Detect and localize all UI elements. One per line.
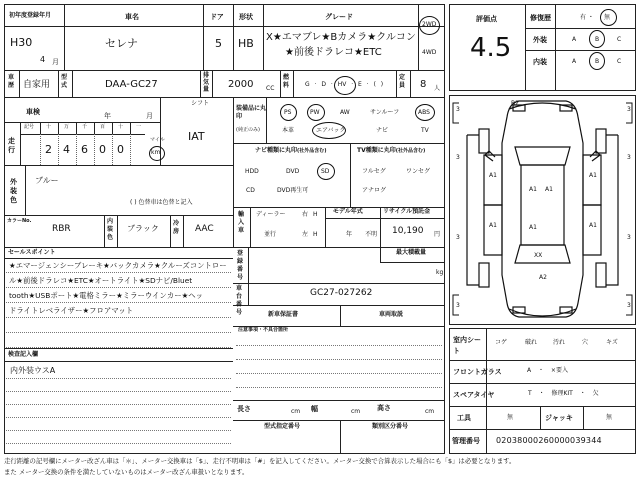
tv-analog: アナログ bbox=[362, 187, 387, 194]
recycle-amount: 10,190 bbox=[392, 226, 424, 236]
damage-code-xx: XX bbox=[534, 252, 543, 259]
equipment-abs: ABS bbox=[418, 109, 430, 116]
exterior-color: ブルー bbox=[35, 176, 59, 185]
equipment-tv: TV bbox=[421, 127, 429, 134]
nav-type-note: (社外品含む) bbox=[297, 148, 327, 154]
notes-label: 注意事項・不具合箇所 bbox=[238, 327, 289, 333]
tv-oneseg: ワンセグ bbox=[406, 168, 431, 175]
km-label: km bbox=[151, 149, 161, 156]
shift: IAT bbox=[188, 130, 205, 143]
length-cm: cm bbox=[291, 408, 301, 415]
mileage-digit-header: 記号 bbox=[24, 124, 35, 130]
tv-fullseg: フルセグ bbox=[362, 168, 386, 175]
recycle-label: リサイクル預託金 bbox=[383, 208, 431, 215]
model-code: DAA-GC27 bbox=[105, 79, 158, 90]
sales-point-line: ル★前後ドラレコ★ETC★オートライト★SDナビ/Bluet bbox=[9, 276, 193, 285]
footer-note-1: 走行距離の記号欄にメーター改ざん車は「＊」、メーター交換車は「$」、走行不明車は「#」を記入してください。メーター交換で合算表示した場合にも「$」は必要となります。 bbox=[4, 457, 516, 465]
import-h-right: H bbox=[313, 211, 318, 218]
color-no-label: カラーNo. bbox=[7, 218, 32, 224]
jack-value: 無 bbox=[606, 414, 613, 421]
height-cm: cm bbox=[425, 408, 435, 415]
model-year-unknown: 不明 bbox=[365, 231, 378, 238]
capacity-label: 定員 bbox=[399, 74, 406, 89]
chassis-label: 車台番号 bbox=[236, 285, 243, 316]
shape-label: 形状 bbox=[239, 13, 253, 21]
width-cm: cm bbox=[351, 408, 361, 415]
mileage-digit: 2 bbox=[45, 143, 52, 156]
tv-type-title bbox=[357, 148, 425, 155]
exterior-color-label: 外装色 bbox=[10, 178, 17, 204]
capacity-unit: 人 bbox=[434, 85, 441, 92]
interior-color: ブラック bbox=[127, 224, 159, 233]
damage-code: A1 bbox=[589, 222, 597, 229]
max-load-kg: kg bbox=[436, 269, 444, 276]
inspection-month-unit: 月 bbox=[146, 112, 153, 120]
height-label: 高さ bbox=[377, 404, 391, 412]
fuel-label: 燃料 bbox=[283, 74, 290, 89]
capacity: 8 bbox=[420, 79, 427, 90]
manual-label: 車両取説 bbox=[379, 311, 404, 318]
nav-cd: CD bbox=[246, 187, 255, 194]
sales-point-line: ★エマージェンシーブレーキ★バックカメラ★クルーズコントロー bbox=[9, 261, 227, 270]
reg-year: H30 bbox=[10, 36, 33, 49]
repair-none: 無 bbox=[604, 14, 611, 21]
inspection-label: 車検 bbox=[26, 108, 40, 116]
car-damage-diagram bbox=[449, 95, 636, 325]
max-load-label: 最大積載量 bbox=[396, 249, 427, 256]
model-year-unit: 年 bbox=[346, 231, 353, 238]
jack-label: ジャッキ bbox=[545, 414, 573, 422]
interior-color-label: 内装色 bbox=[107, 218, 114, 241]
month-unit: 月 bbox=[52, 58, 59, 66]
diagram-bracket-number: 3 bbox=[627, 234, 631, 241]
exterior-grade-a: A bbox=[572, 36, 577, 43]
drive-2wd: 2WD bbox=[422, 21, 437, 28]
sales-point-line: tooth★USBポート★電格ミラー★ミラーウインカー★ヘッ bbox=[9, 291, 204, 300]
interior-grade-a: A bbox=[572, 58, 577, 65]
mileage-digit-header: 万 bbox=[64, 124, 70, 130]
diagram-bracket-number: 3 bbox=[627, 154, 631, 161]
cc-unit: CC bbox=[266, 85, 275, 92]
equipment-ps: PS bbox=[284, 109, 292, 116]
shift-label: シフト bbox=[191, 100, 210, 107]
inspection-year-unit: 年 bbox=[104, 112, 111, 120]
tv-type-note: (社外品含む) bbox=[395, 148, 426, 154]
spare-tire-options: T ・ 修理KIT ・ 欠 bbox=[528, 390, 599, 397]
equipment-pw: PW bbox=[310, 109, 320, 116]
equipment-aw: AW bbox=[340, 109, 350, 116]
interior-grade-label: 内装 bbox=[533, 58, 547, 66]
mileage-digit-header: 一 bbox=[136, 124, 142, 130]
sales-points-label: セールスポイント bbox=[8, 249, 56, 256]
management-number: 02038000260000039344 bbox=[496, 436, 602, 445]
mileage-digit-header: 十 bbox=[118, 124, 124, 130]
length-label: 長さ bbox=[237, 405, 251, 413]
damage-code: A1 bbox=[489, 172, 497, 179]
displacement-label: 排気量 bbox=[203, 72, 210, 93]
damage-code: A2 bbox=[539, 274, 547, 281]
diagram-bracket-number: 3 bbox=[456, 302, 460, 309]
vehicle-name: セレナ bbox=[105, 37, 138, 50]
equipment-note: (純正のみ) bbox=[236, 127, 260, 133]
door-label: ドア bbox=[210, 13, 224, 21]
mileage-digit-header: 十 bbox=[46, 124, 52, 130]
interior-grade-b: B bbox=[595, 58, 600, 65]
mileage-digit-header: 千 bbox=[82, 124, 88, 130]
drive-4wd: 4WD bbox=[422, 49, 437, 56]
import-label: 輸入車 bbox=[238, 211, 245, 234]
seat-damage-item: コゲ bbox=[495, 339, 508, 346]
tools-label: 工具 bbox=[457, 414, 471, 422]
mileage-digit: 0 bbox=[117, 143, 124, 156]
mileage-digit-header: 百 bbox=[100, 124, 106, 130]
width-label: 幅 bbox=[311, 405, 318, 413]
windshield-options: A ・ ×要入 bbox=[527, 367, 568, 374]
repair-options: 有 ・ bbox=[580, 14, 594, 21]
displacement: 2000 bbox=[228, 79, 254, 90]
damage-code: A1 bbox=[529, 224, 537, 231]
equipment-label: 装備品に丸印 bbox=[236, 105, 267, 120]
footer-note-2: また メーター交換の条件を満たしていないものはメーター改ざん車扱いとなります。 bbox=[4, 468, 249, 476]
grade-line-1: X★エマブレ★Bカメラ★クルコン bbox=[266, 32, 416, 43]
inspector-text: 内外装ウスA bbox=[10, 366, 56, 375]
diagram-bracket-number: 3 bbox=[627, 302, 631, 309]
diagram-bracket-number: 3 bbox=[456, 106, 460, 113]
grade-label: グレード bbox=[325, 13, 353, 21]
sales-point-line: ドライトレベライザー★フロアマット bbox=[9, 306, 134, 315]
equipment-leather: 本革 bbox=[282, 127, 295, 134]
exterior-grade-c: C bbox=[617, 36, 622, 43]
nav-hdd: HDD bbox=[245, 168, 259, 175]
recycle-yen: 円 bbox=[434, 231, 441, 238]
fuel-hv-circle bbox=[334, 76, 356, 95]
chassis-number: GC27-027262 bbox=[310, 288, 373, 298]
mile-label: マイル bbox=[150, 137, 165, 143]
grade-line-2: ★前後ドラレコ★ETC bbox=[285, 47, 382, 58]
equipment-navi: ナビ bbox=[376, 127, 389, 134]
nav-sd: SD bbox=[321, 168, 330, 175]
inspector-label: 検査記入欄 bbox=[8, 351, 39, 358]
exterior-grade-label: 外装 bbox=[533, 36, 547, 44]
damage-code: A1 bbox=[589, 172, 597, 179]
import-h-left: H bbox=[313, 231, 318, 238]
nav-type-title bbox=[255, 148, 327, 155]
damage-code: A1 bbox=[545, 186, 553, 193]
name-label: 車名 bbox=[125, 13, 139, 21]
mileage-digit: 4 bbox=[63, 143, 70, 156]
tools-value: 無 bbox=[507, 414, 514, 421]
repair-label: 修復歴 bbox=[530, 14, 551, 22]
body-shape: HB bbox=[238, 37, 254, 50]
damage-code: B2 bbox=[511, 100, 519, 107]
import-left: 左 bbox=[302, 231, 309, 238]
use-label: 車歴 bbox=[8, 74, 15, 89]
nav-type-title-text: ナビ種類に丸印 bbox=[255, 147, 298, 154]
seat-damage-item: キズ bbox=[606, 339, 618, 346]
class-number-label: 類別区分番号 bbox=[372, 423, 409, 430]
score-label: 評価点 bbox=[476, 15, 497, 23]
import-dealer: ディーラー bbox=[256, 211, 286, 218]
diagram-bracket-number: 3 bbox=[627, 106, 631, 113]
color-no: RBR bbox=[52, 224, 71, 234]
aircon: AAC bbox=[195, 224, 214, 234]
door-count: 5 bbox=[215, 37, 222, 50]
model-year-label: モデル年式 bbox=[333, 208, 363, 215]
management-label: 管理番号 bbox=[452, 437, 480, 445]
import-parallel: 並行 bbox=[264, 231, 277, 238]
diagram-bracket-number: 3 bbox=[456, 234, 460, 241]
model-label: 型式 bbox=[61, 74, 68, 89]
spare-tire-label: スペアタイヤ bbox=[453, 391, 495, 399]
color-change-note: ( ) 色替車は色替と記入 bbox=[130, 199, 193, 206]
mileage-label: 走行 bbox=[8, 137, 15, 154]
reg-month: 4 bbox=[40, 55, 46, 64]
fuel-options: G · D · HV · E · ( ) bbox=[305, 81, 384, 88]
seat-damage-item: 穴 bbox=[582, 339, 589, 346]
type-number-label: 型式指定番号 bbox=[264, 423, 301, 430]
score: 4.5 bbox=[470, 33, 512, 63]
diagram-bracket-number: 3 bbox=[456, 154, 460, 161]
equipment-sunroof: サンルーフ bbox=[370, 109, 400, 116]
exterior-grade-b: B bbox=[595, 36, 600, 43]
interior-seat-label: 室内シート bbox=[453, 336, 481, 355]
tv-type-title-text: TV種類に丸印 bbox=[357, 147, 396, 154]
reg-number-label: 登録番号 bbox=[237, 250, 244, 281]
nav-dvd: DVD bbox=[286, 168, 300, 175]
equipment-airbag: エアバック bbox=[316, 127, 346, 134]
aircon-label: 冷房 bbox=[173, 220, 180, 235]
windshield-label: フロントガラス bbox=[453, 368, 502, 376]
seat-damage-item: 破れ bbox=[525, 339, 538, 346]
mileage-digit: 0 bbox=[99, 143, 106, 156]
damage-code: A1 bbox=[489, 222, 497, 229]
seat-damage-item: 汚れ bbox=[553, 339, 566, 346]
damage-code: A1 bbox=[529, 186, 537, 193]
interior-grade-c: C bbox=[617, 58, 622, 65]
mileage-digit: 6 bbox=[81, 143, 88, 156]
use-type: 自家用 bbox=[23, 80, 51, 90]
nav-dvd-play: DVD再生可 bbox=[277, 187, 309, 194]
reg-year-label: 初年度登録年月 bbox=[9, 12, 52, 19]
warranty-label: 新車保証書 bbox=[268, 311, 299, 318]
import-right: 右 bbox=[302, 211, 309, 218]
